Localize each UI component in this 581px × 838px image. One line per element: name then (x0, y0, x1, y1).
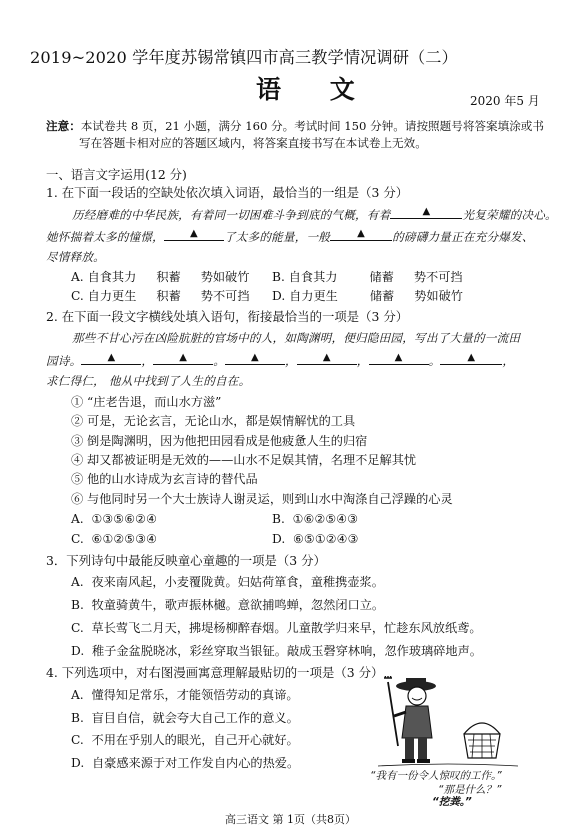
exam-date: 2020 年5 月 (470, 94, 540, 108)
q1-option-d: D. 自力更生 储蓄 势如破竹 (272, 289, 463, 303)
blank-marker-icon: ▲ (190, 228, 198, 239)
blank-marker-icon: ▲ (422, 206, 431, 217)
answer-blank (330, 228, 392, 241)
q2-passage-line-2: 园诗。 ▲ ， ▲ 。 ▲ ， ▲ ， ▲ 。 ▲ ， (46, 352, 515, 368)
q2-item: ① “庄老告退，而山水方滋” (71, 395, 222, 409)
q4-option-c: C. 不用在乎别人的眼光，自己开心就好。 (71, 733, 299, 747)
q3-option-a: A. 夜来南风起，小麦覆陇黄。妇姑荷箪食，童稚携壶浆。 (71, 575, 384, 589)
q2-option-a: A. ①③⑤⑥②④ (71, 512, 157, 526)
q2-option-c: C. ⑥①②⑤③④ (71, 532, 158, 546)
exam-title: 2019~2020 学年度苏锡常镇四市高三教学情况调研（二） (30, 48, 458, 67)
cartoon-illustration (368, 676, 578, 806)
answer-blank (390, 206, 462, 219)
q2-item: ⑥ 与他同时另一个大士族诗人谢灵运，则到山水中淘涤自己浮躁的心灵 (71, 492, 453, 506)
notice-label: 注意： (46, 119, 81, 133)
answer-blank (225, 352, 285, 365)
cartoon-caption-3: “挖粪。” (432, 796, 472, 808)
q2-passage-line-3: 求仁得仁， 他从中找到了人生的自在。 (46, 374, 251, 388)
q1-passage-line-2: 她怀揣着太多的憧憬， ▲ 了太多的能量，一般 ▲ 的磅礴力量正在充分爆发、 (46, 228, 534, 244)
q1-option-a: A. 自食其力 积蓄 势如破竹 (71, 270, 250, 284)
blank-marker-icon: ▲ (107, 352, 116, 363)
q4-option-a: A. 懂得知足常乐，才能领悟劳动的真谛。 (71, 688, 299, 702)
answer-blank (297, 352, 357, 365)
blank-marker-icon: ▲ (179, 352, 188, 363)
q3-stem: 3．下列诗句中最能反映童心童趣的一项是（3 分） (46, 553, 326, 568)
page-footer: 高三语文 第 1页（共8页） (225, 813, 356, 826)
blank-marker-icon: ▲ (357, 228, 366, 239)
q1-passage-line-3: 尽情释放。 (46, 250, 105, 264)
q1-option-b: B. 自食其力 储蓄 势不可挡 (272, 270, 463, 284)
cartoon-caption-1: “我有一份令人惊叹的工作。” (370, 770, 502, 782)
q2-item: ③ 倒是陶渊明，因为他把田园看成是他疲惫人生的归宿 (71, 434, 368, 448)
q3-option-b: B. 牧童骑黄牛，歌声振林樾。意欲捕鸣蝉，忽然闭口立。 (71, 598, 385, 612)
answer-blank (369, 352, 429, 365)
answer-blank (440, 352, 502, 365)
cartoon-caption-2: “那是什么？” (438, 784, 502, 796)
q4-option-b: B. 盲目自信，就会夸大自己工作的意义。 (71, 711, 299, 725)
q2-option-b: B. ①⑥②⑤④③ (272, 512, 359, 526)
q2-stem: 2. 在下面一段文字横线处填入语句，衔接最恰当的一项是（3 分） (46, 309, 409, 324)
q1-stem: 1. 在下面一段话的空缺处依次填入词语，最恰当的一组是（3 分） (46, 185, 409, 200)
blank-marker-icon: ▲ (322, 352, 331, 363)
q3-option-c: C. 草长莺飞二月天，拂堤杨柳醉春烟。儿童散学归来早，忙趁东风放纸鸢。 (71, 621, 482, 635)
blank-marker-icon: ▲ (394, 352, 403, 363)
notice-line-2: 写在答题卡相对应的答题区域内，将答案直接书写在本试卷上无效。 (79, 136, 427, 150)
q2-item: ④ 却又都被证明是无效的——山水不足娱其情，名理不足解其忧 (71, 453, 417, 467)
q2-item: ② 可是，无论玄言，无论山水，都是娱情解忧的工具 (71, 414, 356, 428)
answer-blank (81, 352, 141, 365)
q3-option-d: D. 稚子金盆脱晓冰，彩丝穿取当银钲。敲成玉磬穿林响，忽作玻璃碎地声。 (71, 644, 482, 658)
blank-marker-icon: ▲ (251, 352, 259, 363)
notice-line-1: 注意：本试卷共 8 页，21 小题，满分 160 分。考试时间 150 分钟。请按照题号将答案填涂或书 (46, 119, 544, 133)
q4-stem: 4. 下列选项中，对右图漫画寓意理解最贴切的一项是（3 分） (46, 665, 384, 680)
q2-option-d: D. ⑥⑤①②④③ (272, 532, 359, 546)
section-heading: 一、语言文字运用(12 分) (46, 167, 187, 182)
q4-option-d: D. 自豪感来源于对工作发自内心的热爱。 (71, 756, 300, 770)
q1-option-c: C. 自力更生 积蓄 势不可挡 (71, 289, 250, 303)
q2-item: ⑤ 他的山水诗成为玄言诗的替代品 (71, 472, 258, 486)
blank-marker-icon: ▲ (467, 352, 476, 363)
q1-passage-line-1: 历经磨难的中华民族，有着同一切困难斗争到底的气概，有着 ▲ 光复荣耀的决心。 (72, 206, 557, 222)
subject-title: 语 文 (256, 75, 375, 104)
answer-blank (164, 228, 224, 241)
q2-passage-line-1: 那些不甘心污在凶险肮脏的官场中的人，如陶渊明，便归隐田园，写出了大量的一流田 (72, 331, 521, 345)
answer-blank (153, 352, 213, 365)
